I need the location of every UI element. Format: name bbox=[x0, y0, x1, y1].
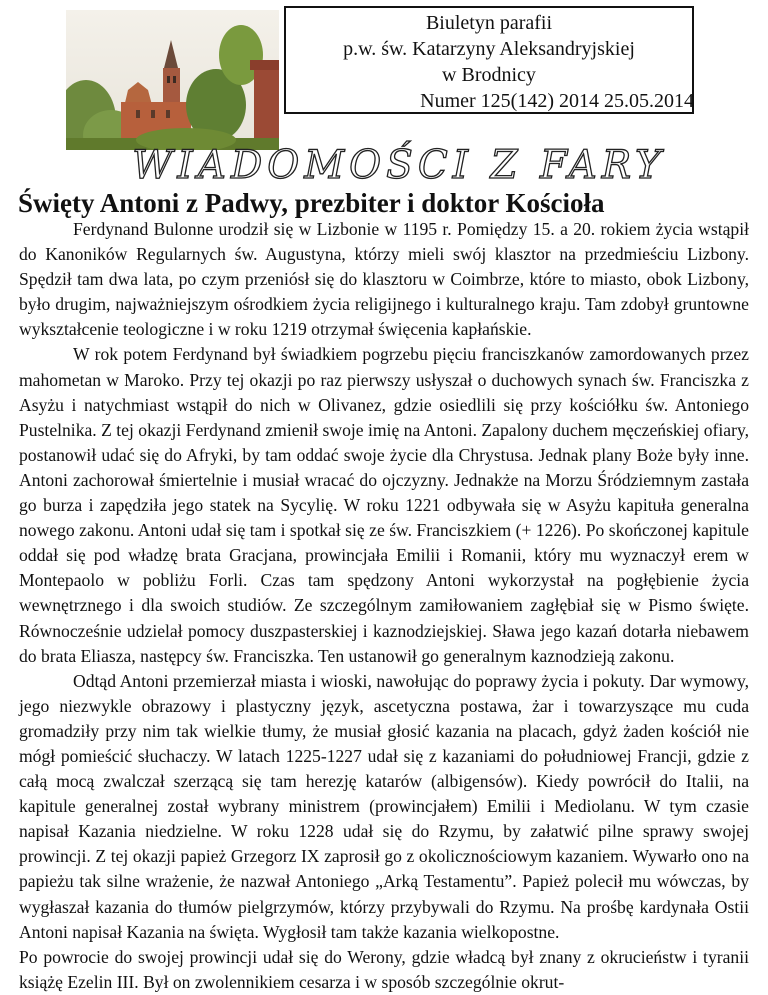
paragraph-2: W rok potem Ferdynand był świadkiem pogrzebu pięciu franciszkanów zamordowanych przez mahometan w Maroko. Przy tej okazji po raz pierwszy usłyszał o duchowych synach św. Franciszka z Asyżu i natychmiast wstąpił do nich w Olivanez, gdzie osiedlili się przy kościółku św. Antoniego Pustelnika. Z tej okazji Ferdynand zmienił swoje imię na Antoni. Zapalony duchem męczeńskiej ofiary, postanowił udać się do Afryki, by tam oddać swoje życie dla Chrystusa. Jednak plany Boże były inne. Antoni zachorował śmiertelnie i musiał wracać do ojczyzny. Jednakże na Morzu Śródziemnym zastała go burza i zapędziła jego statek na Sycylię. W roku 1221 odbywała się w Asyżu kapituła generalna nowego zakonu. Antoni udał się tam i spotkał się ze św. Franciszkiem (+ 1226). Po skończonej kapitule oddał się pod władzę brata Gracjana, prowincjała Emilii i Romanii, który mu wyznaczył erem w Montepaolo w pobliżu Forli. Czas tam spędzony Antoni wykorzystał na pogłębienie życia wewnętrznego i dla swoich studiów. Ze szczególnym zamiłowaniem zagłębiał się w Pismo święte. Równocześnie udzielał pomocy duszpasterskiej i kaznodziejskiej. Sława jego kazań dotarła niebawem do brata Eliasza, następcy św. Franciszka. Ten ustanowił go generalnym kaznodzieją zakonu. bbox=[19, 344, 749, 666]
paragraph-1: Ferdynand Bulonne urodził się w Lizbonie w 1195 r. Pomiędzy 15. a 20. rokiem życia wstąpił do Kanoników Regularnych św. Augustyna, którzy mieli swój klasztor na przedmieściu Lizbony. Spędził tam dwa lata, po czym przeniósł się do klasztoru w Coimbrze, które to miasto, obok Lizbony, było drugim, najważniejszym ośrodkiem życia religijnego i kulturalnego kraju. Tam zdobył gruntowne wykształcenie teologiczne i w roku 1219 otrzymał święcenia kapłańskie. bbox=[19, 219, 749, 340]
paragraph-3: Odtąd Antoni przemierzał miasta i wioski, nawołując do poprawy życia i pokuty. Dar wymowy, jego niezwykle obrazowy i plastyczny język, ascetyczna postawa, żar i towarzyszące mu cuda gromadziły przy nim tak wielkie tłumy, że musiał głosić kazania na placach, gdyż żaden kościół nie mógł pomieścić słuchaczy. W latach 1225-1227 udał się z kazaniami do południowej Francji, gdzie z całą mocą zwalczał szerzącą się tam herezję katarów (albigensów). Kiedy powrócił do Italii, na kapitule generalnej został wybrany ministrem (prowincjałem) Emilii i Mediolanu. W tym czasie napisał Kazania niedzielne. W roku 1228 udał się do Rzymu, by załatwić pilne sprawy swojej prowincji. Z tej okazji papież Grzegorz IX zaprosił go z okolicznościowym kazaniem. Wywarło ono na papieżu tak silne wrażenie, że nazwał Antoniego „Arką Testamentu”. Papież polecił mu wówczas, by wygłaszał kazania do tłumów pielgrzymów, którzy przybywali do Rzymu. Na prośbę kardynała Ostii Antoni napisał Kazania na święta. Wygłosił tam także kazania wielkopostne. bbox=[19, 670, 749, 942]
masthead-title bbox=[0, 143, 768, 189]
header-line-2: p.w. św. Katarzyny Aleksandryjskiej bbox=[343, 38, 635, 60]
header-line-1: Biuletyn parafii bbox=[425, 12, 553, 34]
paragraph-4: Po powrocie do swojej prowincji udał się do Werony, gdzie władcą był znany z okrucieństw i tyranii książę Ezelin III. Był on zwolennikiem cesarza i w sposób szczególnie okrut- bbox=[19, 946, 749, 992]
issue-number: Numer 125(142) 2014 25.05.2014 bbox=[420, 90, 694, 112]
bulletin-header bbox=[284, 6, 694, 114]
header-line-3: w Brodnicy bbox=[442, 64, 536, 86]
article-title: Święty Antoni z Padwy, prezbiter i doktor Kościoła bbox=[18, 188, 605, 218]
article-body bbox=[19, 217, 749, 995]
masthead-text: WIADOMOŚCI Z FARY bbox=[132, 143, 666, 188]
church-photo bbox=[66, 10, 279, 150]
